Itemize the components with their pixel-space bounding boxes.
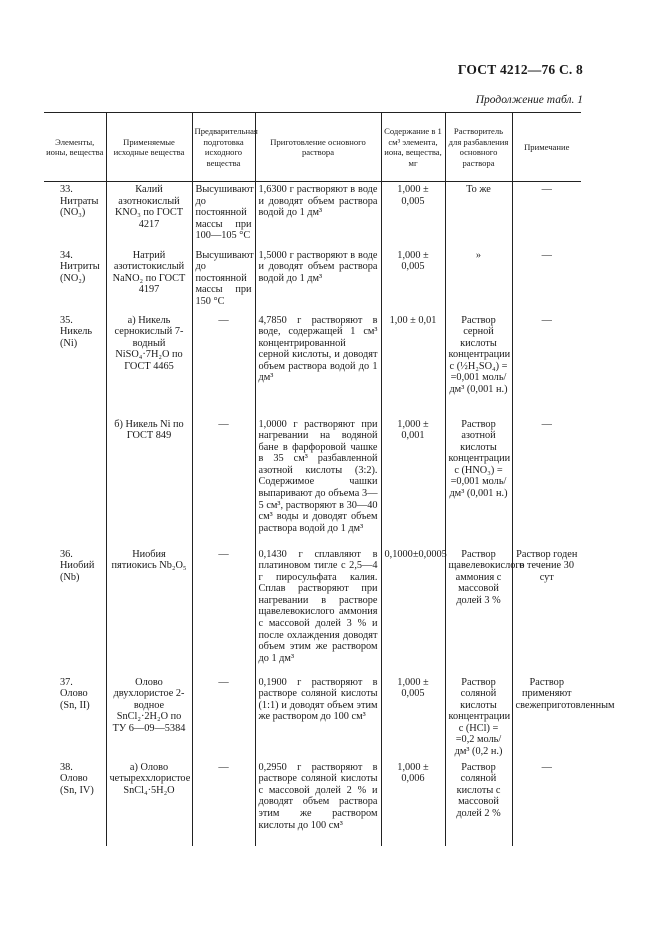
col-header-element: Элементы, ионы, вещества (44, 113, 106, 182)
cell-solution: 1,0000 г растворяют при нагревании на водяной бане в фарфоровой чашке в 35 см³ разбавленной азотной кислоты (3:2). Содержимое чашки выпаривают до объема 3—5 см³, растворяют в 30—40 см³ воды и доводят объем раствора водой до 1 дм³ (255, 417, 381, 547)
cell-solution: 4,7850 г растворяют в воде, содержащей 1 см³ концентрированной серной кислоты, и доводят объем раствора водой до 1 дм³ (255, 313, 381, 417)
cell-element: 36. Ниобий (Nb) (44, 547, 106, 675)
cell-preparation: — (192, 547, 255, 675)
cell-note: — (541, 761, 552, 773)
cell-solution: 1,5000 г растворяют в воде и доводят объем раствора водой до 1 дм³ (255, 248, 381, 313)
cell-element: 38. Олово (Sn, IV) (44, 760, 106, 846)
table-row (44, 675, 581, 760)
cell-preparation: — (192, 313, 255, 417)
cell-preparation: — (192, 760, 255, 846)
page-header: ГОСТ 4212—76 С. 8 (457, 62, 583, 77)
cell-content: 1,000 ± 0,005 (381, 182, 445, 248)
table-continuation-label: Продолжение табл. 1 (475, 94, 583, 106)
cell-element: 37. Олово (Sn, II) (44, 675, 106, 760)
cell-content: 1,00 ± 0,01 (381, 313, 445, 417)
table-row (44, 760, 581, 846)
table-row (44, 417, 581, 547)
cell-substance: б) Никель Ni по ГОСТ 849 (106, 417, 192, 547)
cell-note: — (541, 249, 552, 261)
cell-element (44, 417, 106, 547)
cell-preparation: — (192, 417, 255, 547)
cell-substance: а) Никель сернокислый 7-водный NiSO₄·7H₂O по ГОСТ 4465 (106, 313, 192, 417)
cell-substance: а) Олово четыреххлористое SnCl₄·5H₂O (106, 760, 192, 846)
col-header-substance: Применяемые исходные вещества (106, 113, 192, 182)
cell-solvent: То же (445, 182, 512, 248)
cell-solution: 0,2950 г растворяют в растворе соляной кислоты с массовой долей 2 % и доводят объем раствора этим же раствором кислоты до 100 см³ (255, 760, 381, 846)
col-header-preparation: Предварительная подготовка исходного вещества (192, 113, 255, 182)
table-row (44, 182, 581, 248)
cell-note: Раствор применяют свежеприготовленным (515, 676, 615, 711)
cell-content: 1,000 ± 0,001 (381, 417, 445, 547)
cell-preparation: — (192, 675, 255, 760)
cell-solution: 0,1900 г растворяют в растворе соляной кислоты (1:1) и доводят объем этим же раствором до 100 см³ (255, 675, 381, 760)
col-header-solvent: Растворитель для разбавления основного раствора (445, 113, 512, 182)
cell-solvent: Раствор соляной кислоты концентрации с (HCl) = =0,2 моль/дм³ (0,2 н.) (445, 675, 512, 760)
cell-element: 33. Нитраты (NO₃) (44, 182, 106, 248)
cell-note: Раствор годен в течение 30 сут (516, 548, 578, 583)
cell-content: 0,1000±0,0005 (381, 547, 445, 675)
table-row (44, 547, 581, 675)
col-header-content: Содержание в 1 см³ элемента, иона, вещества, мг (381, 113, 445, 182)
cell-solvent: Раствор серной кислоты концентрации с (½H₂SO₄) = =0,001 моль/дм³ (0,001 н.) (445, 313, 512, 417)
cell-substance: Натрий азотистокислый NaNO₂ по ГОСТ 4197 (106, 248, 192, 313)
cell-substance: Олово двухлористое 2-водное SnCl₂·2H₂O по ТУ 6—09—5384 (106, 675, 192, 760)
table-header-row (44, 113, 581, 182)
col-header-note: Примечание (512, 113, 581, 182)
cell-element: 34. Нитриты (NO₂) (44, 248, 106, 313)
cell-note: — (541, 314, 552, 326)
cell-solvent: » (445, 248, 512, 313)
cell-solvent: Раствор щавелевокислого аммония с массовой долей 3 % (445, 547, 512, 675)
reagent-table (44, 112, 615, 846)
cell-content: 1,000 ± 0,005 (381, 248, 445, 313)
cell-note: — (541, 418, 552, 430)
cell-substance: Калий азотнокислый KNO₃ по ГОСТ 4217 (106, 182, 192, 248)
cell-element: 35. Никель (Ni) (44, 313, 106, 417)
cell-preparation: Высушивают до постоянной массы при 150 °С (192, 248, 255, 313)
cell-content: 1,000 ± 0,006 (381, 760, 445, 846)
col-header-solution: Приготовление основного раствора (255, 113, 381, 182)
cell-solution: 0,1430 г сплавляют в платиновом тигле с 2,5—4 г пиросульфата калия. Сплав растворяют при нагревании в растворе щавелевокислого аммония с массовой долей 3 % и после охлаждения доводят объем этим же раствором до 1 дм³ (255, 547, 381, 675)
cell-content: 1,000 ± 0,005 (381, 675, 445, 760)
cell-note: — (541, 184, 552, 195)
table-row (44, 248, 581, 313)
cell-substance: Ниобия пятиокись Nb₂O₅ (106, 547, 192, 675)
cell-preparation: Высушивают до постоянной массы при 100—105 °С (192, 182, 255, 248)
cell-solvent: Раствор азотной кислоты концентрации с (HNO₃) = =0,001 моль/дм³ (0,001 н.) (445, 417, 512, 547)
cell-solution: 1,6300 г растворяют в воде и доводят объем раствора водой до 1 дм³ (255, 182, 381, 248)
cell-solvent: Раствор соляной кислоты с массовой долей 2 % (445, 760, 512, 846)
table-row (44, 313, 581, 417)
